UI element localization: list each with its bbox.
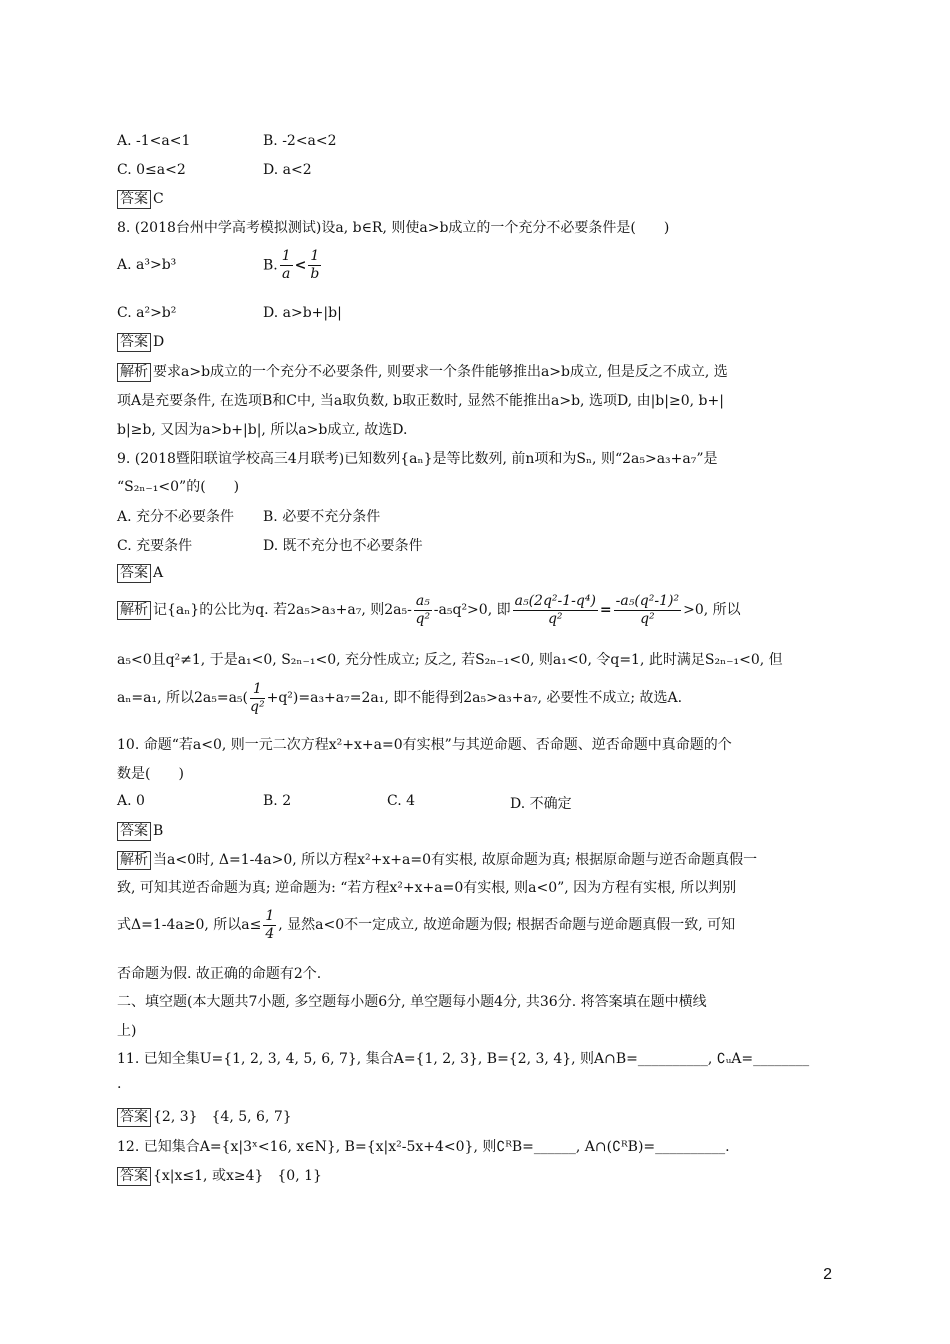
q10-option-a: A. 0 [117,793,145,809]
denominator: q² [415,610,431,627]
denominator: b [310,266,320,282]
q9-option-d: D. 既不充分也不必要条件 [263,538,423,554]
answer-label: 答案 [117,333,151,352]
q11-answer: {2, 3} {4, 5, 6, 7} [153,1109,292,1125]
q9-fraction-3 [614,593,681,628]
q8-option-c: C. a²>b² [117,305,177,321]
numerator: 1 [250,681,265,699]
q10-option-d: D. 不确定 [510,796,572,812]
q9-option-c: C. 充要条件 [117,538,193,554]
q8-analysis-2: 项A是充要条件, 在选项B和C中, 当a取负数, b取正数时, 显然不能推出a>b, 选项D, 由|b|≥0, b+| [117,393,724,409]
q10-analysis-4: 否命题为假. 故正确的命题有2个. [117,966,322,982]
q10-analysis-text: , 显然a<0不一定成立, 故逆命题为假; 根据否命题与逆命题真假一致, 可知 [278,917,736,933]
q11-stem: 11. 已知全集U={1, 2, 3, 4, 5, 6, 7}, 集合A={1, 2, 3}, B={2, 3, 4}, 则A∩B=__________, ∁ᵤA=________ [117,1051,810,1067]
q8-option-b [263,248,323,283]
q9-stem-2: “S₂ₙ₋₁<0”的( ) [117,479,240,495]
q8-option-b-prefix: B. [263,257,278,274]
numerator: 1 [281,248,291,264]
analysis-label: 解析 [117,601,151,620]
q8-b-operator: < [294,257,307,274]
q8-analysis-3: b|≥b, 又因为a>b+|b|, 所以a>b成立, 故选D. [117,422,408,438]
q9-analysis-text: 记{aₙ}的公比为q. 若2a₅>a₃+a₇, 则2a₅- [153,602,412,618]
q8-stem: 8. (2018台州中学高考模拟测试)设a, b∈R, 则使a>b成立的一个充分不必要条件是( ) [117,220,670,236]
q10-option-b: B. 2 [263,793,292,809]
q7-option-b: B. -2<a<2 [263,133,337,149]
q12-answer: {x|x≤1, 或x≥4} {0, 1} [153,1168,322,1184]
q10-answer-row [117,821,840,841]
q10-analysis-text: 式Δ=1-4a≥0, 所以a≤ [117,917,262,933]
q9-fraction-4 [250,681,265,716]
section2-heading-2: 上) [117,1023,137,1039]
denominator: q² [547,610,563,627]
q9-stem-1: 9. (2018暨阳联谊学校高三4月联考)已知数列{aₙ}是等比数列, 前n项和为Sₙ, 则“2a₅>a₃+a₇”是 [117,451,718,467]
page-number: 2 [823,1266,832,1283]
q11-answer-row [117,1107,840,1127]
q10-fraction [263,908,276,943]
q8-analysis-text: 要求a>b成立的一个充分不必要条件, 则要求一个条件能够推出a>b成立, 但是反之不成立, 选 [153,364,728,380]
q10-analysis-2: 致, 可知其逆否命题为真; 逆命题为: “若方程x²+x+a=0有实根, 则a<0”, 因为方程有实根, 所以判别 [117,880,737,896]
q10-answer: B [153,823,164,839]
q8-answer: D [153,334,165,350]
q8-answer-row [117,332,840,352]
q9-analysis-3 [117,679,840,717]
q9-option-b: B. 必要不充分条件 [263,509,381,525]
q9-fraction-2 [513,593,598,628]
q10-option-c: C. 4 [387,793,416,809]
q10-stem-2: 数是( ) [117,766,184,782]
q11-stem-2: . [117,1076,122,1092]
numerator: -a₅(q²-1)² [615,592,680,609]
q10-analysis-1 [117,850,840,870]
answer-label: 答案 [117,1167,151,1186]
q10-stem-1: 10. 命题“若a<0, 则一元二次方程x²+x+a=0有实根”与其逆命题、否命题、逆否命题中真命题的个 [117,737,732,753]
q8-b-fraction-1 [280,248,293,283]
denominator: a [282,266,291,282]
q7-option-c: C. 0≤a<2 [117,162,186,178]
q10-analysis-3 [117,906,840,944]
analysis-label: 解析 [117,363,151,382]
q7-option-a: A. -1<a<1 [117,133,191,149]
q8-analysis-1 [117,362,840,382]
q9-analysis-text: aₙ=a₁, 所以2a₅=a₅( [117,690,249,706]
denominator: q² [640,610,655,627]
q9-option-a: A. 充分不必要条件 [117,509,235,525]
analysis-label: 解析 [117,851,151,870]
denominator: q² [250,698,265,715]
q9-fraction-1 [414,593,432,628]
q9-analysis-text: >0, 所以 [683,602,741,618]
numerator: 1 [265,907,275,924]
answer-label: 答案 [117,190,151,209]
q9-analysis-1 [117,591,840,629]
q9-analysis-text: +q²)=a₃+a₇=2a₁, 即不能得到2a₅>a₃+a₇, 必要性不成立; 故选A. [266,690,683,706]
q9-answer-row [117,563,840,583]
q9-analysis-text: -a₅q²>0, 即 [433,602,511,618]
denominator: 4 [265,925,275,942]
answer-label: 答案 [117,564,151,583]
numerator: 1 [310,248,320,264]
q8-option-d: D. a>b+|b| [263,305,342,321]
q7-answer-row [117,189,840,209]
q7-answer: C [153,191,164,207]
answer-label: 答案 [117,822,151,841]
section2-heading-1: 二、填空题(本大题共7小题, 多空题每小题6分, 单空题每小题4分, 共36分. 将答案填在题中横线 [117,994,707,1010]
numerator: a₅(2q²-1-q⁴) [514,592,596,609]
answer-label: 答案 [117,1108,151,1127]
q9-analysis-2: a₅<0且q²≠1, 于是a₁<0, S₂ₙ₋₁<0, 充分性成立; 反之, 若S₂ₙ₋₁<0, 则a₁<0, 令q=1, 此时满足S₂ₙ₋₁<0, 但 [117,652,783,668]
q8-option-a: A. a³>b³ [117,257,177,273]
q10-analysis-text: 当a<0时, Δ=1-4a>0, 所以方程x²+x+a=0有实根, 故原命题为真; 根据原命题与逆否命题真假一 [153,852,758,868]
q7-option-d: D. a<2 [263,162,312,178]
q8-b-fraction-2 [308,248,321,283]
equals-sign: = [599,602,612,618]
numerator: a₅ [415,592,430,609]
q9-answer: A [153,565,164,581]
q12-answer-row [117,1166,840,1186]
q12-stem: 12. 已知集合A={x|3ˣ<16, x∈N}, B={x|x²-5x+4<0}, 则∁ᴿB=______, A∩(∁ᴿB)=__________. [117,1139,730,1155]
